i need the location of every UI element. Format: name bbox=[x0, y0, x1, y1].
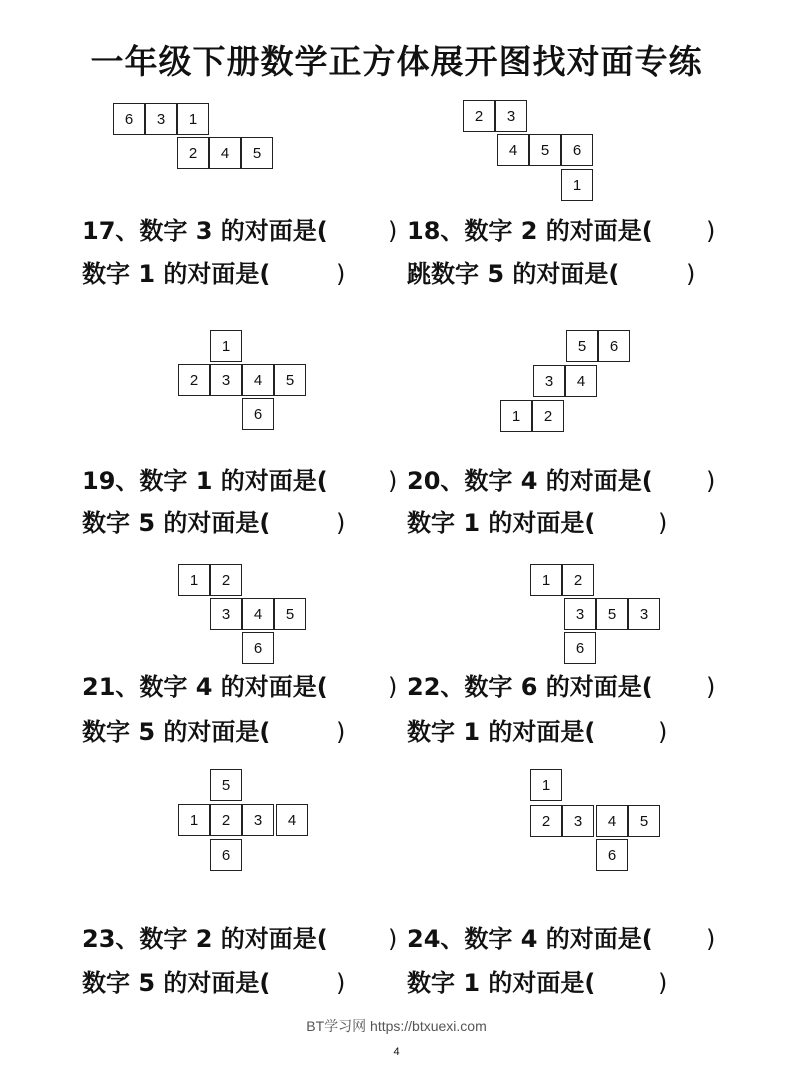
question-23-line2-close: ) bbox=[336, 969, 346, 997]
net-cell: 4 bbox=[242, 598, 274, 630]
net-cell: 5 bbox=[628, 805, 660, 837]
net-cell: 1 bbox=[178, 804, 210, 836]
question-24-line2: 数字 1 的对面是( bbox=[407, 969, 596, 997]
question-23-line1-close: ) bbox=[388, 925, 398, 953]
net-cell: 4 bbox=[596, 805, 628, 837]
net-cell: 6 bbox=[242, 632, 274, 664]
net-cell: 3 bbox=[210, 598, 242, 630]
net-cell: 4 bbox=[209, 137, 241, 169]
net-cell: 2 bbox=[562, 564, 594, 596]
net-cell: 3 bbox=[562, 805, 594, 837]
question-18-line1: 18、数字 2 的对面是( bbox=[407, 217, 653, 245]
net-cell: 6 bbox=[113, 103, 145, 135]
net-cell: 2 bbox=[210, 804, 242, 836]
question-19-line1-close: ) bbox=[388, 467, 398, 495]
net-cell: 4 bbox=[565, 365, 597, 397]
question-17-line1-close: ) bbox=[388, 217, 398, 245]
net-cell: 5 bbox=[274, 364, 306, 396]
net-cell: 6 bbox=[210, 839, 242, 871]
question-22-line1-close: ) bbox=[706, 673, 716, 701]
question-18-line2: 跳数字 5 的对面是( bbox=[407, 260, 620, 288]
page-title: 一年级下册数学正方体展开图找对面专练 bbox=[90, 42, 703, 81]
net-cell: 3 bbox=[495, 100, 527, 132]
net-cell: 2 bbox=[178, 364, 210, 396]
question-20-line2: 数字 1 的对面是( bbox=[407, 509, 596, 537]
net-cell: 5 bbox=[210, 769, 242, 801]
net-cell: 6 bbox=[242, 398, 274, 430]
net-cell: 5 bbox=[529, 134, 561, 166]
question-21-line2-close: ) bbox=[336, 718, 346, 746]
net-cell: 5 bbox=[566, 330, 598, 362]
net-cell: 2 bbox=[210, 564, 242, 596]
question-21-line1-close: ) bbox=[388, 673, 398, 701]
net-cell: 2 bbox=[463, 100, 495, 132]
question-24-line1-close: ) bbox=[706, 925, 716, 953]
net-cell: 2 bbox=[530, 805, 562, 837]
question-19-line1: 19、数字 1 的对面是( bbox=[82, 467, 328, 495]
net-cell: 6 bbox=[561, 134, 593, 166]
net-cell: 3 bbox=[533, 365, 565, 397]
net-cell: 4 bbox=[242, 364, 274, 396]
question-21-line2: 数字 5 的对面是( bbox=[82, 718, 271, 746]
question-20-line1: 20、数字 4 的对面是( bbox=[407, 467, 653, 495]
question-23-line1: 23、数字 2 的对面是( bbox=[82, 925, 328, 953]
question-17-line1: 17、数字 3 的对面是( bbox=[82, 217, 328, 245]
net-cell: 1 bbox=[530, 564, 562, 596]
question-20-line1-close: ) bbox=[706, 467, 716, 495]
question-18-line2-close: ) bbox=[686, 260, 696, 288]
net-cell: 1 bbox=[561, 169, 593, 201]
net-cell: 3 bbox=[564, 598, 596, 630]
net-cell: 1 bbox=[530, 769, 562, 801]
net-cell: 3 bbox=[210, 364, 242, 396]
net-cell: 1 bbox=[210, 330, 242, 362]
net-cell: 6 bbox=[564, 632, 596, 664]
question-24-line1: 24、数字 4 的对面是( bbox=[407, 925, 653, 953]
question-22-line1: 22、数字 6 的对面是( bbox=[407, 673, 653, 701]
net-cell: 6 bbox=[598, 330, 630, 362]
question-19-line2-close: ) bbox=[336, 509, 346, 537]
question-22-line2: 数字 1 的对面是( bbox=[407, 718, 596, 746]
question-17-line2: 数字 1 的对面是( bbox=[82, 260, 271, 288]
net-cell: 5 bbox=[596, 598, 628, 630]
net-cell: 1 bbox=[177, 103, 209, 135]
net-cell: 3 bbox=[628, 598, 660, 630]
net-cell: 4 bbox=[276, 804, 308, 836]
net-cell: 3 bbox=[145, 103, 177, 135]
net-cell: 2 bbox=[532, 400, 564, 432]
question-18-line1-close: ) bbox=[706, 217, 716, 245]
net-cell: 5 bbox=[274, 598, 306, 630]
net-cell: 2 bbox=[177, 137, 209, 169]
question-23-line2: 数字 5 的对面是( bbox=[82, 969, 271, 997]
question-24-line2-close: ) bbox=[658, 969, 668, 997]
net-cell: 4 bbox=[497, 134, 529, 166]
question-22-line2-close: ) bbox=[658, 718, 668, 746]
question-20-line2-close: ) bbox=[658, 509, 668, 537]
net-cell: 1 bbox=[500, 400, 532, 432]
footer-watermark: BT学习网 https://btxuexi.com bbox=[306, 1018, 487, 1034]
net-cell: 1 bbox=[178, 564, 210, 596]
page-number: 4 bbox=[393, 1046, 400, 1058]
net-cell: 3 bbox=[242, 804, 274, 836]
question-21-line1: 21、数字 4 的对面是( bbox=[82, 673, 328, 701]
question-19-line2: 数字 5 的对面是( bbox=[82, 509, 271, 537]
net-cell: 5 bbox=[241, 137, 273, 169]
net-cell: 6 bbox=[596, 839, 628, 871]
question-17-line2-close: ) bbox=[336, 260, 346, 288]
